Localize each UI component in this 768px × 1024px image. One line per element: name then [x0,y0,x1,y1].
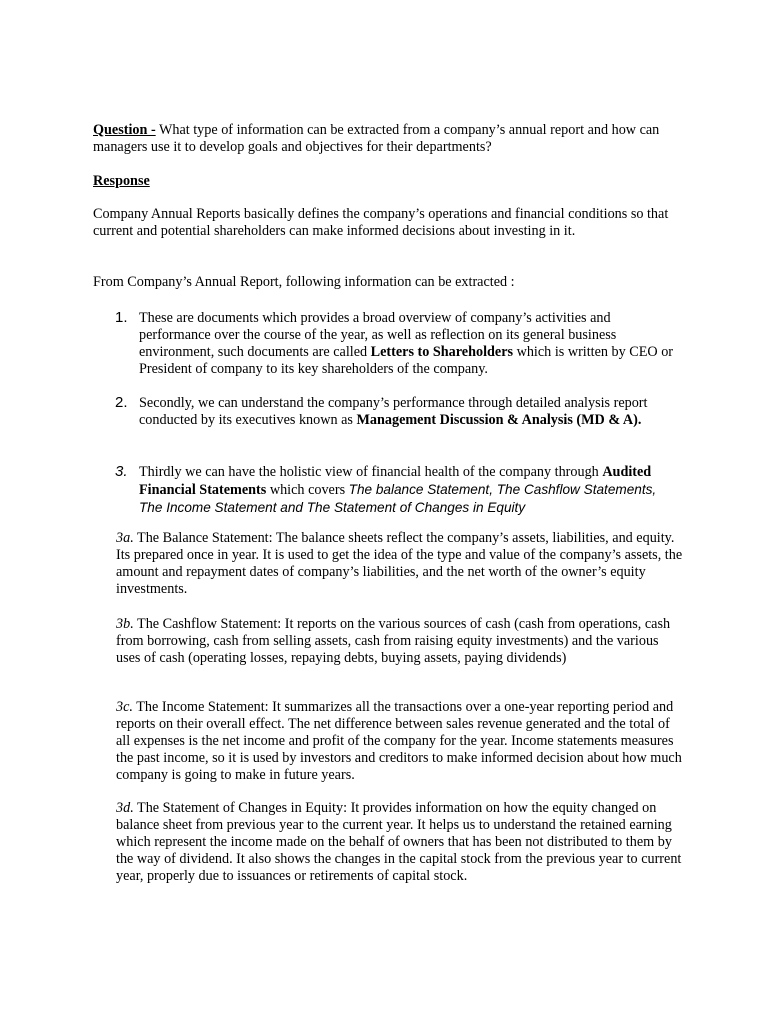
list-number: 2. [115,394,128,411]
subsection-text: The Balance Statement: The balance sheets reflect the company’s assets, liabilities, and equity. Its prepared once in year. It is used to get the idea of the type and value of the company’s assets, the amount and repayment dates of company’s liabilities, and the net worth of the owner’s equity investments. [116,530,683,597]
subsection-text: The Statement of Changes in Equity: It provides information on how the equity changed on balance sheet from previous year to the current year. It helps us to understand the retained earning which represent the income made on the behalf of owners that has been not distributed to them by the way of dividend. It also shows the changes in the capital stock from the previous year to current year, properly due to issuances or retirements of capital stock. [116,800,682,884]
list-item-text: These are documents which provides a broad overview of company’s activities and performance over the course of the year, as well as reflection on its general business environment, such documents are called [139,310,617,360]
list-item-bold: Management Discussion & Analysis (MD & A). [356,412,642,428]
subsection-label: 3d. [116,800,134,816]
list-item-italic: The balance Statement, The Cashflow Statements, The Income Statement and The Statement of Changes in Equity [139,482,657,515]
subsection-3b [116,616,686,667]
subsection-text: The Income Statement: It summarizes all the transactions over a one-year reporting period and reports on their overall effect. The net difference between sales revenue generated and the total of all expenses is the net income and profit of the company for the year. Income statements measures the past income, so it is used by investors and creditors to make informed decision about how much company is going to make in future years. [116,699,682,783]
list-item-text: Secondly, we can understand the company’s performance through detailed analysis report conducted by its executives known as [139,395,648,428]
list-number: 1. [115,309,128,326]
subsection-3a [116,530,686,598]
response-heading: Response [93,173,150,189]
intro-paragraph: Company Annual Reports basically defines the company’s operations and financial conditions so that current and potential shareholders can make informed decisions about investing in it. [93,206,669,239]
list-item [115,463,679,517]
list-number: 3. [115,463,128,480]
subsection-label: 3a. [116,530,134,546]
list-item-text-after: which is written by CEO or President of company to its key shareholders of the company. [139,344,674,377]
from-line: From Company’s Annual Report, following information can be extracted : [93,274,515,290]
list-item [115,309,679,378]
question-text: What type of information can be extracted from a company’s annual report and how can managers use it to develop goals and objectives for their departments? [93,122,660,155]
subsection-3c [116,699,686,784]
question-paragraph [93,122,693,156]
subsection-3d [116,800,686,885]
subsection-label: 3b. [116,616,134,632]
list-item-bold: Audited Financial Statements [139,464,652,498]
list-item-text: Thirdly we can have the holistic view of financial health of the company through [139,464,603,480]
subsection-label: 3c. [116,699,133,715]
question-label: Question - [93,122,156,138]
subsection-text: The Cashflow Statement: It reports on the various sources of cash (cash from operations, cash from borrowing, cash from selling assets, cash from raising equity investments) and the various uses of cash (operating losses, repaying debts, buying assets, paying dividends) [116,616,671,666]
list-item [115,394,679,429]
list-item-text-after: which covers [266,482,349,498]
list-item-bold: Letters to Shareholders [370,344,514,360]
